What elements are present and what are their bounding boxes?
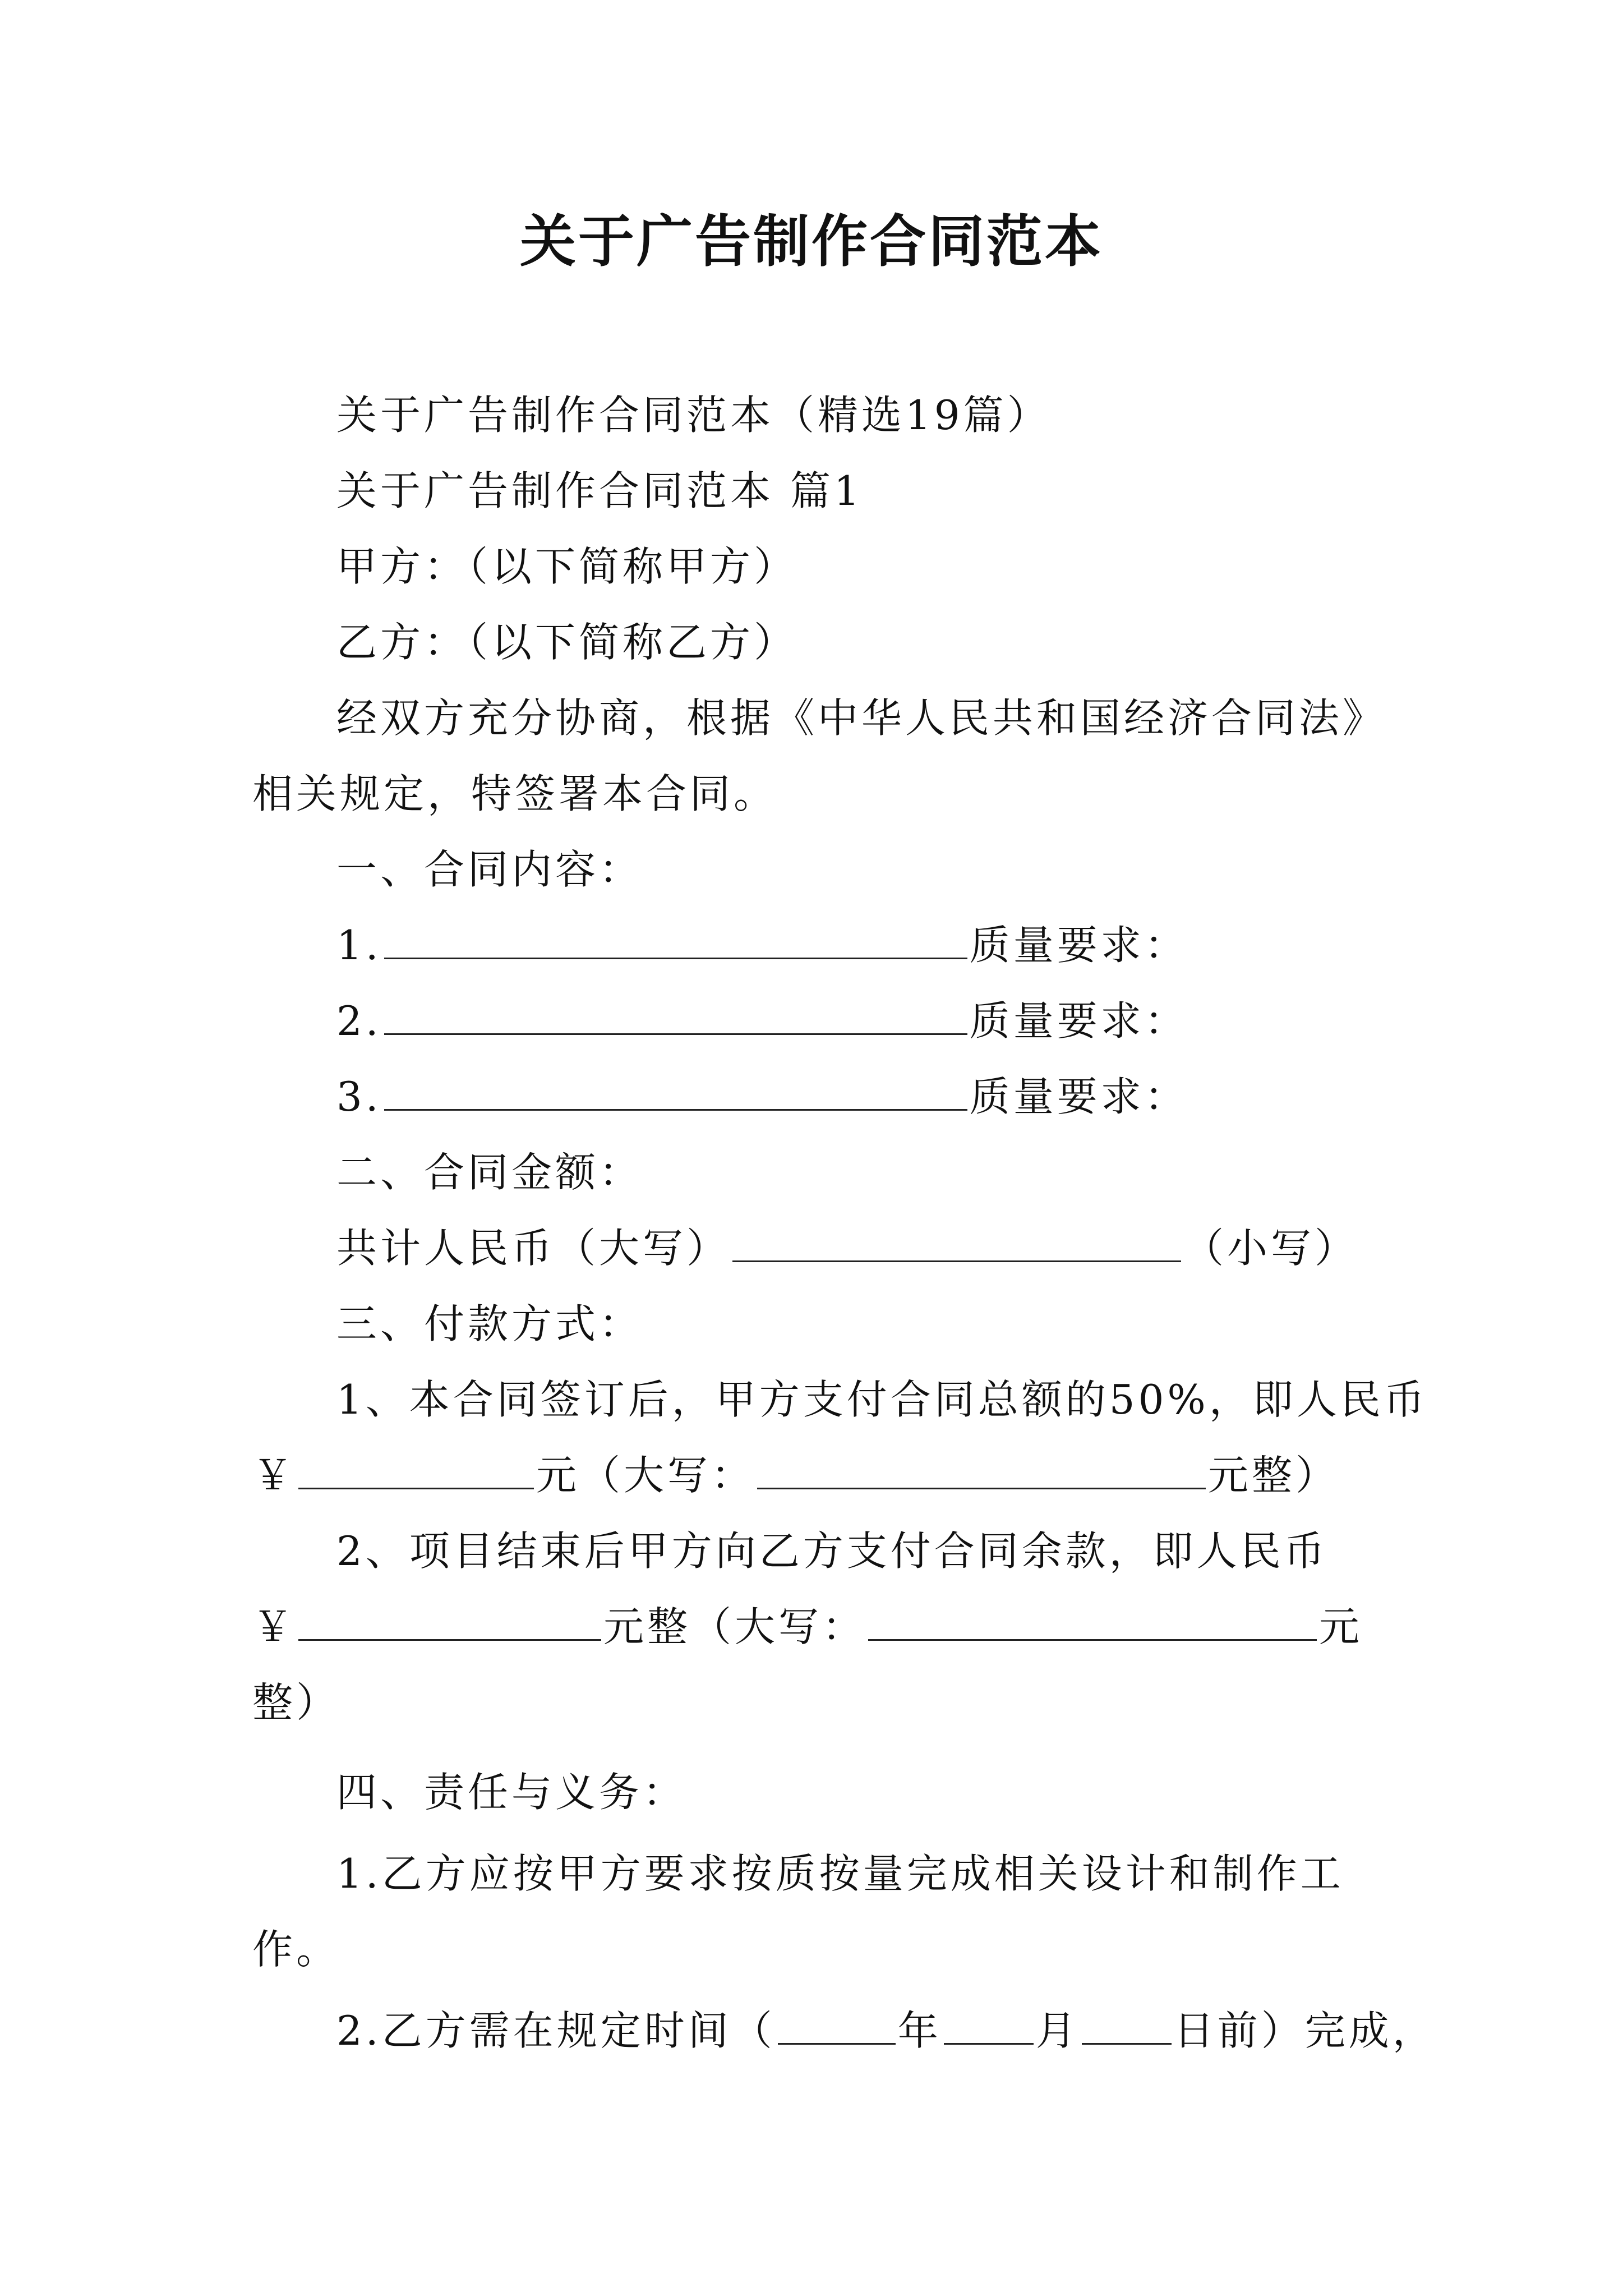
year-blank[interactable] bbox=[778, 2007, 896, 2045]
section-heading: 关于广告制作合同范本 篇1 bbox=[336, 467, 863, 514]
content-item-number: 2. bbox=[336, 997, 382, 1045]
content-item-1 bbox=[336, 917, 1188, 973]
duty-1-line-2: 作。 bbox=[252, 1926, 340, 1973]
yen-symbol: ￥ bbox=[252, 1452, 297, 1499]
payment-1-amount-blank[interactable] bbox=[298, 1452, 534, 1489]
duty-2-end: 日前）完成， bbox=[1173, 2007, 1436, 2054]
document-title: 关于广告制作合同范本 bbox=[520, 208, 1103, 274]
fill-blank[interactable] bbox=[384, 1073, 967, 1111]
payment-1-mid: 元（大写： bbox=[536, 1452, 755, 1499]
content-item-2 bbox=[336, 993, 1188, 1049]
content-item-number: 3. bbox=[336, 1073, 382, 1120]
intro-line-1: 经双方充分协商，根据《中华人民共和国经济合同法》 bbox=[336, 694, 1387, 742]
section-3-heading: 三、付款方式： bbox=[336, 1300, 643, 1347]
payment-2-end: 元 bbox=[1319, 1603, 1363, 1650]
yen-symbol: ￥ bbox=[252, 1603, 297, 1650]
payment-2-capital-blank[interactable] bbox=[868, 1603, 1317, 1641]
content-item-quality: 质量要求： bbox=[969, 922, 1188, 969]
amount-prefix: 共计人民币（大写） bbox=[336, 1225, 731, 1272]
section-2-heading: 二、合同金额： bbox=[336, 1149, 643, 1196]
duty-2-month: 月 bbox=[1035, 2007, 1080, 2054]
payment-2-mid: 元整（大写： bbox=[603, 1603, 866, 1650]
duty-2-year: 年 bbox=[897, 2007, 942, 2054]
party-b-line: 乙方：（以下简称乙方） bbox=[336, 619, 798, 666]
document-subtitle: 关于广告制作合同范本（精选19篇） bbox=[336, 392, 1051, 439]
day-blank[interactable] bbox=[1082, 2007, 1172, 2045]
fill-blank[interactable] bbox=[384, 922, 967, 959]
fill-blank[interactable] bbox=[384, 997, 967, 1035]
amount-capital-blank[interactable] bbox=[732, 1225, 1181, 1262]
amount-suffix: （小写） bbox=[1183, 1225, 1359, 1272]
payment-2-line-2 bbox=[252, 1599, 1363, 1655]
content-item-number: 1. bbox=[336, 922, 382, 969]
duty-2-prefix: 2.乙方需在规定时间（ bbox=[336, 2007, 776, 2054]
content-item-quality: 质量要求： bbox=[969, 1073, 1188, 1120]
party-a-line: 甲方：（以下简称甲方） bbox=[336, 543, 798, 590]
content-item-3 bbox=[336, 1069, 1188, 1125]
amount-line bbox=[336, 1220, 1358, 1276]
payment-1-line-2 bbox=[252, 1447, 1339, 1503]
month-blank[interactable] bbox=[944, 2007, 1034, 2045]
payment-2-amount-blank[interactable] bbox=[298, 1603, 601, 1641]
section-1-heading: 一、合同内容： bbox=[336, 846, 643, 893]
payment-1-capital-blank[interactable] bbox=[757, 1452, 1206, 1489]
payment-1-line-1: 1、本合同签订后，甲方支付合同总额的50%，即人民币 bbox=[336, 1376, 1428, 1423]
payment-2-line-3: 整） bbox=[252, 1679, 340, 1726]
duty-2-line bbox=[336, 2003, 1436, 2059]
section-4-heading: 四、责任与义务： bbox=[336, 1769, 687, 1816]
duty-1-line-1: 1.乙方应按甲方要求按质按量完成相关设计和制作工 bbox=[336, 1850, 1344, 1897]
payment-1-end: 元整） bbox=[1208, 1452, 1340, 1499]
intro-line-2: 相关规定，特签署本合同。 bbox=[252, 770, 778, 817]
content-item-quality: 质量要求： bbox=[969, 997, 1188, 1045]
payment-2-line-1: 2、项目结束后甲方向乙方支付合同余款，即人民币 bbox=[336, 1527, 1328, 1575]
